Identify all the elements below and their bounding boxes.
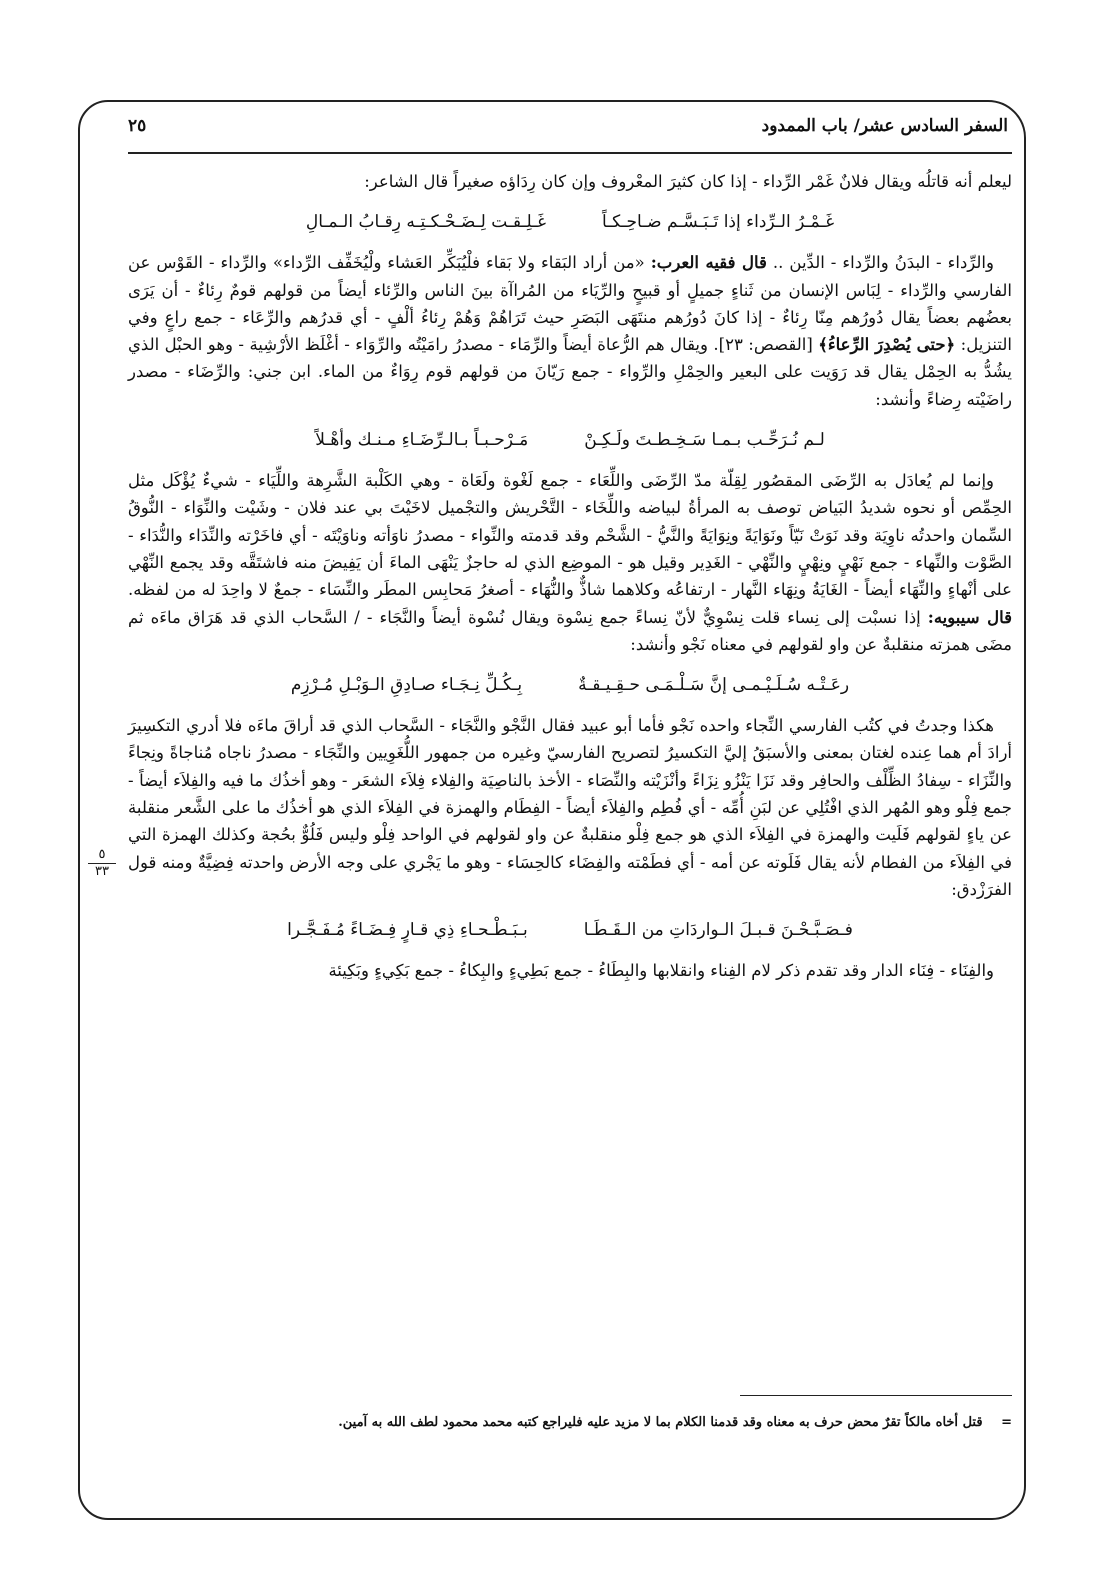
- main-text: [128, 168, 1012, 985]
- running-header: [128, 108, 1008, 148]
- footnote-divider: [740, 1395, 1012, 1396]
- header-divider: [128, 152, 1012, 154]
- paragraph-1: ليعلم أنه قاتلُه ويقال فلانٌ غَمْر الرِّداء - إذا كان كثيرَ المعْروف وإن كان رِدَاؤه صغيراً قال الشاعر:: [364, 172, 1012, 191]
- verse-1: [128, 209, 1012, 236]
- verse-1-second-hemistich: غَـلِـقـت لِـضَـحْـكـتِـه رِقـابُ الـمـالِ: [305, 212, 546, 233]
- chapter-title: السفر السادس عشر/ باب الممدود: [761, 116, 1008, 136]
- paragraph-3: [128, 467, 1012, 658]
- paragraph-2: [128, 249, 1012, 413]
- paragraph-2-part-a: والرِّداء - البدَنُ والرِّداء - الدِّين ..: [766, 253, 994, 273]
- margin-reference-bottom: ٣٣: [95, 864, 109, 879]
- margin-reference-top: ٥: [98, 847, 106, 862]
- paragraph-3-part-c: إذا نسبْت إلى نِساء قلت نِسْوِيٌّ لأنّ نِساءً جمع نِسْوة ويقال نُسْوة أيضاً والنَّجَاء - / السَّحاب الذي قد هَرَاق ماءَه ثم مضَى همزته منقلبةٌ عن واو لقولهم في معناه نَجْو وأنشد:: [128, 607, 1012, 654]
- footnote-text: قتل أخاه مالكاً تقرٌ محض حرف به معناه وقد قدمنا الكلام بما لا مزيد عليه فليراجع كتبه محمد محمود لطف الله به آمين.: [338, 1415, 983, 1430]
- paragraph-2-part-c: «من أراد البَقاء ولا بَقاء فلْيُبَكِّر العَشاء ولْيُخَفِّف الرِّداء» والرِّداء - القَوْس عن الفارسي والرِّداء - لِبَاس الإنسان من ثَناءٍ جميلٍ أو قبيحٍ والرِّيَاء من المُراآة بينَ الناس والرِّئاء أيضاً من قولهم قومٌ رِئاءٌ - أن يَرَى بعضُهم بعضاً يقال دُورُهم مِنّا رِئاءٌ - إذا كانَ دُورُهم منتَهَى البَصَرِ حيث تَرَاهُمْ وَهُمْ رِئاءُ ألْفٍ - أي قدرُهم والرِّعَاء - جمع راعٍ وفي التنزيل:: [128, 253, 1012, 355]
- paragraph-3-part-a: وإنما لم يُعادَل به الرِّضَى المقصُور لِقِلّة مدّ الرِّضَى واللِّعَاء - جمع لَغْوة ولَعَاة - وهي الكَلْبة الشَّرِهة واللِّيَاء - شيءٌ يُؤْكَل مثل الحِمِّص أو نحوه شديدُ البَياض توصف به المرأةُ لبياضه واللِّخَاء - التَّحْريش والتجْميل لاخَيْتَ بي عند فلان - وشَيْت والنِّوَاء - النُّوقُ السِّمان واحدتُه ناوِيَة وقد نَوَتْ نَيّاً ونَوَايَةً ونِوَايَةً والنَّيُّ - الشَّحْم وقد قدمته والنِّواء - مصدرُ ناوَأته وناوَيْتَه - أي فاخَرْته والنِّدَاء والنُّدَاء - الصَّوْت والنِّهاء - جمع نَهْيٍ ونِهْيٍ والنِّهْي - الغَدِير وقيل هو - الموضِع الذي له حاجزٌ يَنْهَى الماءَ أن يَفِيضَ منه فاشتَقَّه وقد يجمع النِّهْي على أنْهاءٍ والنِّهَاء أيضاً - الغَايَةُ ونِهَاء النَّهار - ارتفاعُه وكلاهما شاذٌّ والنُّهَاء - أصغرُ مَحابِس المطَر والنِّسَاء - جمعٌ لا واحِدَ له من لفظه.: [128, 471, 1012, 600]
- paragraph-4: هكذا وجدتُ في كتُب الفارسي النِّجاء واحده نَجْو فأما أبو عبيد فقال النَّجْو والنَّجَاء - السَّحاب الذي قد أراقَ ماءَه فلا أدري التكسِيرَ أرادَ أم هما عِنده لغتان بمعنى والأسبَقُ إليَّ التكسيرُ لتصريح الفارسيّ وغيره من جمهور اللُّغَوِيين والنِّجَاء - مصدرُ ناجاه مُناجاةً ونِجاءً والنِّزَاء - سِفادُ الظِّلْف والحافِر وقد نَزَا يَنْزُو نِزَاءً وأنْزَيْته والنِّصَاء - الأخذ بالناصِيَة والفِلاء فِلاَء الشعَر - وهو أخذُك ما فيه والفِلاَء أيضاً - جمع فِلْو وهو المُهر الذي افْتُلِي عن لبَنِ أُمِّه - أي فُطِم والفِلاَء أيضاً - الفِطَام والهمزة في الفِلاَء الذي هو أخذُك ما على الشَّعر منقلبة عن ياءٍ لقولهم فَلَيت والهمزة في الفِلاَء الذي هو جمع فِلْو منقلبةٌ عن واو لقولهم في الواحد فِلْو وليس فَلُوٌّ بحُجة وكذلك الهمزة التي في الفِلاَء من الفطام لأنه يقال فَلَوته عن أمه - أي فطَمْته والفِضَاء كالحِسَاء - وهو ما يَجْري على وجه الأرض واحدته فِضِيَّةٌ ومنه قول الفرَزْدق:: [128, 716, 1012, 899]
- verse-1-first-hemistich: غَـمْـرُ الـرِّداء إذا تَـبَـسَّـم ضـاحِـكـاً: [601, 212, 835, 233]
- verse-4: [128, 917, 1012, 944]
- footnote-marker: =: [1001, 1415, 1012, 1430]
- page-number: ٢٥: [128, 116, 147, 136]
- verse-4-second-hemistich: بـبَـطْـحـاءِ ذِي قـارٍ فِـضَـاءً مُـفَـجَّـرا: [287, 920, 528, 941]
- footnote: [128, 1413, 1012, 1433]
- verse-2: [128, 427, 1012, 454]
- margin-reference: [82, 848, 122, 879]
- paragraph-3-source: قال سيبويه:: [927, 607, 1012, 627]
- quran-quote: ﴿حتى يُصْدِرَ الرِّعاءُ﴾: [818, 335, 956, 355]
- verse-3: [128, 672, 1012, 699]
- verse-3-first-hemistich: رعَـتْـه سُـلَـيْـمـى إنَّ سَـلْـمَـى حـقِـيـقـةٌ: [578, 675, 850, 696]
- verse-3-second-hemistich: بِـكُـلِّ نِـجَـاء صـادِقِ الـوَبْـلِ مُـرْزِم: [290, 675, 523, 696]
- paragraph-5: والفِنَاء - فِنَاء الدار وقد تقدم ذكر لام الفِناء وانقلابها والبِطَاءُ - جمع بَطِيءٍ والبِكاءُ - جمع بَكِيءٍ وبَكِيئة: [328, 961, 994, 981]
- paragraph-2-part-e: [القصص: ٢٣]. ويقال هم الرُّعاة أيضاً والرِّمَاء - مصدرُ رامَيْتُه والرِّوَاء - أغْلَظ الأرْشِية - وهو الحبْل الذي يشُدُّ به الحِمْل يقال قد رَوَيت على البعير والحِمْلِ والرِّواء - جمع رَيّانَ من قولهم قوم رِوَاءٌ من الماء. ابن جني: والرِّضَاء - مصدر راضَيْته رِضاءً وأنشد:: [128, 335, 1012, 409]
- paragraph-2-source: قال فقيه العرب:: [650, 253, 767, 273]
- verse-4-first-hemistich: فـصَـبَّـحْـنَ قـبـلَ الـواردَاتِ من الـقَـطَـا: [583, 920, 853, 941]
- verse-2-first-hemistich: لـم نُـرَحِّـب بـمـا سَـخِـطـتَ ولَـكِـنْ: [584, 430, 825, 451]
- verse-2-second-hemistich: مَـرْحـبـاً بـالـرِّضَـاءِ مـنـك وأهْـلاً: [315, 430, 529, 451]
